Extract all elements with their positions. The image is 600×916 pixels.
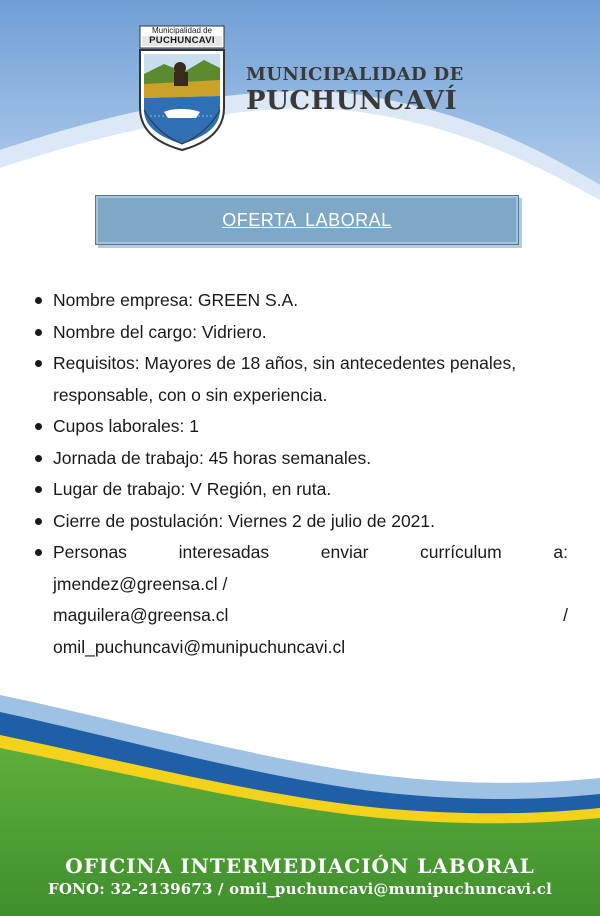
offer-details-list (32, 285, 568, 663)
title-line-1: MUNICIPALIDAD DE (246, 64, 464, 85)
footer-office-title: OFICINA INTERMEDIACIÓN LABORAL (65, 854, 535, 878)
detail-cupos-text: Cupos laborales: 1 (53, 416, 199, 436)
detail-empresa (32, 285, 568, 317)
detail-jornada-text: Jornada de trabajo: 45 horas semanales. (53, 447, 372, 468)
detail-jornada (32, 443, 568, 475)
detail-lugar (32, 474, 568, 506)
municipality-title (246, 64, 466, 116)
email-jmendez[interactable]: jmendez@greensa.cl / (53, 573, 228, 594)
crest-text-banner: PUCHUNCAVI (149, 35, 215, 46)
detail-cierre-text: Cierre de postulación: Viernes 2 de julio de 2021. (53, 510, 436, 531)
email-omil[interactable]: omil_puchuncavi@munipuchuncavi.cl (53, 636, 346, 657)
detail-cupos (32, 411, 568, 443)
offer-title: OFERTA LABORAL (222, 209, 392, 230)
detail-lugar-text: Lugar de trabajo: V Región, en ruta. (53, 479, 332, 499)
email-maguilera[interactable]: maguilera@greensa.cl / (53, 605, 568, 625)
detail-contacto (32, 537, 568, 663)
detail-cargo-text: Nombre del cargo: Vidriero. (53, 321, 267, 342)
offer-banner (95, 195, 519, 245)
contacto-intro: Personas interesadas enviar currículum a: (53, 542, 568, 562)
crest-text-top: Municipalidad de (151, 26, 213, 35)
detail-cargo (32, 317, 568, 349)
detail-requisitos (32, 348, 568, 411)
detail-cierre (32, 506, 568, 538)
detail-requisitos-text: Requisitos: Mayores de 18 años, sin antecedentes penales, responsable, con o sin experiencia. (53, 353, 517, 405)
title-line-2: PUCHUNCAVÍ (246, 86, 458, 116)
footer-contact: FONO: 32-2139673 / omil_puchuncavi@munipuchuncavi.cl (48, 880, 552, 898)
detail-empresa-text: Nombre empresa: GREEN S.A. (53, 290, 299, 310)
